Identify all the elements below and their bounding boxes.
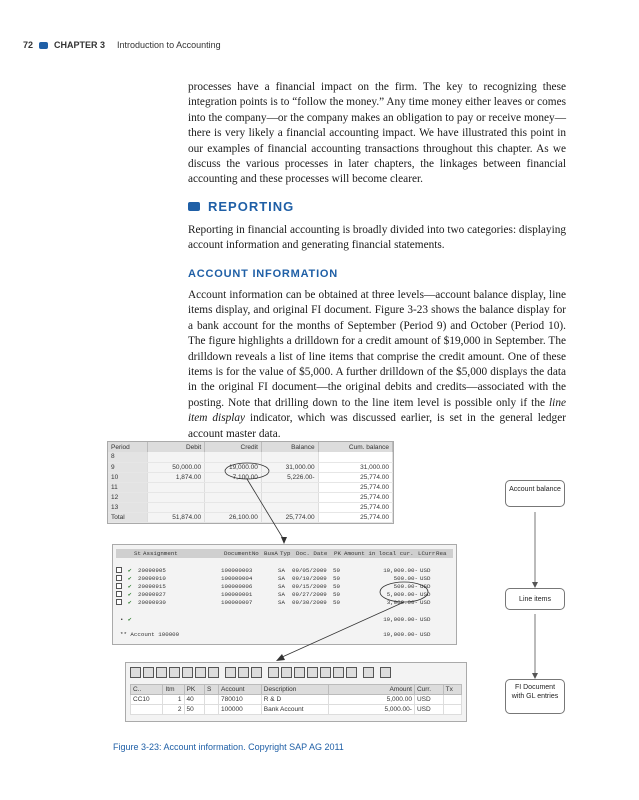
check-icon: ✔: [128, 616, 132, 623]
type-cell: SA: [278, 583, 285, 590]
account-total-currency: USD: [420, 631, 431, 638]
paragraph-italic: line item display: [188, 396, 566, 425]
subheading: ACCOUNT INFORMATION: [188, 268, 339, 280]
paragraph-reporting: Reporting in financial accounting is broadly divided into two categories: displaying account information and generating financial statements.: [188, 224, 566, 252]
col-header[interactable]: Tx: [443, 685, 461, 695]
assignment-cell: 20090930: [138, 599, 166, 606]
description-cell: Bank Account: [261, 705, 328, 715]
line-items-label-box: Line items: [505, 588, 565, 610]
check-icon: ✔: [128, 575, 132, 582]
amount-cell: 10,000.00-: [383, 567, 418, 574]
col-header[interactable]: Description: [261, 685, 328, 695]
col-header[interactable]: Doc. Date: [296, 550, 328, 557]
document-cell: 100000001: [221, 591, 253, 598]
pk-cell: 50: [333, 591, 340, 598]
debit-cell: 51,874.00: [148, 512, 205, 522]
description-cell: R & D: [261, 695, 328, 705]
arrow-head: [276, 654, 285, 661]
assignment-cell: 20090915: [138, 583, 166, 590]
drilldown-arrow: [247, 479, 284, 540]
date-cell: 09/15/2009: [292, 583, 327, 590]
col-header[interactable]: BusA: [264, 550, 278, 557]
check-icon: ✔: [128, 567, 132, 574]
period-cell: 11: [108, 482, 148, 492]
date-cell: 09/10/2009: [292, 575, 327, 582]
chapter-title: Introduction to Accounting: [117, 40, 221, 50]
currency-cell: USD: [414, 705, 443, 715]
credit-cell: 26,100.00: [205, 512, 262, 522]
check-icon: ✔: [128, 599, 132, 606]
date-cell: 09/05/2009: [292, 567, 327, 574]
cum-balance-cell: 25,774.00: [318, 512, 392, 522]
document-cell: 100000004: [221, 575, 253, 582]
type-cell: SA: [278, 575, 285, 582]
assignment-cell: 20090905: [138, 567, 166, 574]
currency-cell: USD: [420, 591, 431, 598]
col-header[interactable]: Credit: [205, 442, 262, 452]
account-cell: 100000: [219, 705, 262, 715]
period-cell: Total: [108, 512, 148, 522]
item-cell: 2: [163, 705, 184, 715]
pk-cell: 50: [333, 575, 340, 582]
currency-cell: USD: [420, 575, 431, 582]
subtotal-amount: 19,000.00-: [383, 616, 418, 623]
currency-cell: USD: [420, 599, 431, 606]
pk-cell: 40: [184, 695, 205, 705]
dot-icon: •: [120, 616, 124, 623]
amount-cell-highlighted[interactable]: 5,000.00-: [386, 591, 418, 598]
col-header[interactable]: Debit: [148, 442, 205, 452]
debit-cell: 1,874.00: [148, 472, 205, 482]
assignment-cell: 20090927: [138, 591, 166, 598]
amount-cell: 5,000.00-: [328, 705, 414, 715]
col-header[interactable]: Rea: [436, 550, 447, 557]
col-header[interactable]: S: [205, 685, 219, 695]
type-cell: SA: [278, 567, 285, 574]
company-code-cell: CC10: [131, 695, 163, 705]
col-header[interactable]: St: [134, 550, 141, 557]
paragraph-text-b: indicator, which was discussed earlier, is set in the general ledger account master data.: [188, 412, 566, 440]
col-header[interactable]: Curr.: [414, 685, 443, 695]
balance-cell: 25,774.00: [261, 512, 318, 522]
section-heading-text: REPORTING: [208, 199, 295, 214]
cum-balance-cell: 25,774.00: [318, 482, 392, 492]
fi-document-label-box: FI Document with GL entries: [505, 679, 565, 714]
col-header[interactable]: Assignment: [143, 550, 178, 557]
col-header[interactable]: PK: [184, 685, 205, 695]
highlight-ellipse: [225, 463, 269, 479]
cum-balance-cell: 25,774.00: [318, 492, 392, 502]
highlight-ellipse: [380, 582, 431, 602]
credit-cell: 7,100.00: [205, 472, 262, 482]
check-icon: ✔: [128, 583, 132, 590]
amount-cell: 500.00-: [393, 583, 418, 590]
balance-cell: 31,000.00: [261, 462, 318, 472]
col-header[interactable]: Amount in local cur.: [344, 550, 414, 557]
account-total-amount: 19,000.00-: [383, 631, 418, 638]
period-cell: 13: [108, 502, 148, 512]
balance-cell: 5,226.00-: [261, 472, 318, 482]
paragraph-text-a: Account information can be obtained at three levels—account balance display, line items display, and original FI document. Figure 3-23 shows the balance display for a bank account for the months of September (Period 9) and October (Period 10). The figure highlights a drilldown for a credit amount of $19,000 in September. The drilldown reveals a list of line items that comprise the credit amount. One of these items is for the value of $5,000. A further drilldown of the $5,000 displays the data in the original FI document—the original debits and credits—associated with the posting. Note that drilling down to the line item level is possible only if the: [188, 289, 566, 409]
type-cell: SA: [278, 591, 285, 598]
page-number: 72: [23, 40, 34, 50]
account-cell: 780010: [219, 695, 262, 705]
amount-cell: 500.00-: [393, 575, 418, 582]
cum-balance-cell: 25,774.00: [318, 472, 392, 482]
document-cell: 100000003: [221, 567, 253, 574]
currency-cell: USD: [414, 695, 443, 705]
pk-cell: 50: [333, 583, 340, 590]
figure-caption: Figure 3-23: Account information. Copyright SAP AG 2011: [113, 742, 344, 752]
currency-cell: USD: [420, 567, 431, 574]
period-cell: 12: [108, 492, 148, 502]
subtotal-currency: USD: [420, 616, 431, 623]
col-header[interactable]: C..: [131, 685, 163, 695]
drilldown-arrow: [280, 602, 404, 658]
col-header[interactable]: Itm: [163, 685, 184, 695]
pk-cell: 50: [333, 567, 340, 574]
col-header[interactable]: Cum. balance: [318, 442, 392, 452]
period-cell: 10: [108, 472, 148, 482]
debit-cell: 50,000.00: [148, 462, 205, 472]
assignment-cell: 20090910: [138, 575, 166, 582]
arrow-head: [281, 537, 287, 544]
cum-balance-cell: 25,774.00: [318, 502, 392, 512]
document-cell: 100000007: [221, 599, 253, 606]
check-icon: ✔: [128, 591, 132, 598]
credit-cell-highlighted[interactable]: 19,000.00: [205, 462, 262, 472]
period-cell: 9: [108, 462, 148, 472]
col-header[interactable]: LCurr: [418, 550, 436, 557]
col-header[interactable]: Amount: [328, 685, 414, 695]
item-cell: 1: [163, 695, 184, 705]
col-header[interactable]: DocumentNo: [224, 550, 259, 557]
amount-cell: 3,000.00-: [386, 599, 418, 606]
date-cell: 09/27/2009: [292, 591, 327, 598]
cum-balance-cell: 31,000.00: [318, 462, 392, 472]
col-header[interactable]: PK: [334, 550, 341, 557]
type-cell: SA: [278, 599, 285, 606]
col-header[interactable]: Typ: [280, 550, 291, 557]
document-cell: 100000006: [221, 583, 253, 590]
date-cell: 09/30/2009: [292, 599, 327, 606]
period-cell: 8: [108, 452, 148, 462]
col-header[interactable]: Period: [108, 442, 148, 452]
pk-cell: 50: [333, 599, 340, 606]
currency-cell: USD: [420, 583, 431, 590]
chapter-label: CHAPTER 3: [54, 40, 106, 50]
col-header[interactable]: Balance: [261, 442, 318, 452]
account-label: ** Account 100000: [120, 631, 180, 638]
col-header[interactable]: Account: [219, 685, 262, 695]
amount-cell: 5,000.00: [328, 695, 414, 705]
account-balance-label-box: Account balance: [505, 480, 565, 507]
paragraph-intro: processes have a financial impact on the firm. The key to recognizing these integration points is to “follow the money.” Any time money either leaves or comes into the company—or the company makes an obligation to pay or receive money—there is very likely a financial accounting impact. We have illustrated this point in our examples of financial accounting transactions throughout this chapter. As we discuss the various processes in later chapters, the linkages between financial accounting and these processes will become clearer.: [188, 81, 566, 186]
pk-cell: 50: [184, 705, 205, 715]
